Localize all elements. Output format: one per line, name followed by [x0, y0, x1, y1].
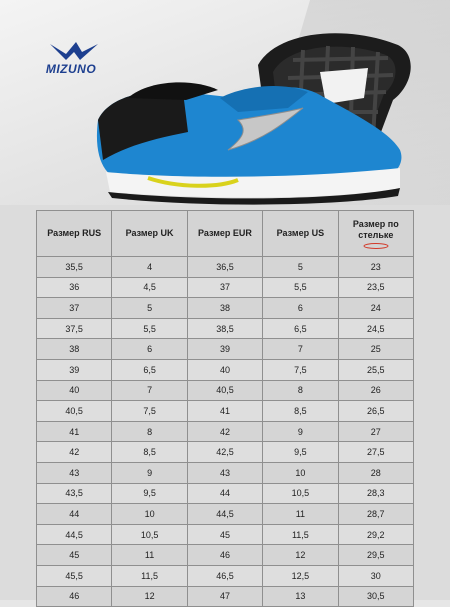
cell-uk: 7,5: [112, 401, 187, 422]
cell-insole: 30: [338, 565, 413, 586]
cell-rus: 43,5: [37, 483, 112, 504]
cell-insole: 28: [338, 462, 413, 483]
header-insole: [338, 211, 413, 257]
cell-rus: 41: [37, 421, 112, 442]
cell-insole: 25: [338, 339, 413, 360]
table-row: [37, 586, 414, 607]
table-row: [37, 545, 414, 566]
cell-us: 9: [263, 421, 338, 442]
cell-eur: 42: [187, 421, 262, 442]
cell-uk: 11,5: [112, 565, 187, 586]
header-us-label: Размер US: [276, 228, 325, 238]
cell-insole: 25,5: [338, 359, 413, 380]
cell-us: 10: [263, 462, 338, 483]
table-row: [37, 401, 414, 422]
cell-rus: 38: [37, 339, 112, 360]
cell-eur: 42,5: [187, 442, 262, 463]
cell-uk: 9,5: [112, 483, 187, 504]
header-insole-label: Размер по стельке: [352, 218, 399, 240]
cell-insole: 27: [338, 421, 413, 442]
cell-uk: 5: [112, 298, 187, 319]
cell-us: 7,5: [263, 359, 338, 380]
table-row: [37, 380, 414, 401]
cell-uk: 9: [112, 462, 187, 483]
brand-name: MIZUNO: [45, 62, 97, 76]
cell-insole: 28,3: [338, 483, 413, 504]
table-row: [37, 504, 414, 525]
cell-rus: 36: [37, 277, 112, 298]
cell-eur: 44,5: [187, 504, 262, 525]
cell-rus: 37: [37, 298, 112, 319]
cell-us: 6,5: [263, 318, 338, 339]
cell-us: 12: [263, 545, 338, 566]
cell-eur: 41: [187, 401, 262, 422]
cell-us: 7: [263, 339, 338, 360]
cell-insole: 29,2: [338, 524, 413, 545]
cell-uk: 10,5: [112, 524, 187, 545]
header-uk: [112, 211, 187, 257]
cell-insole: 29,5: [338, 545, 413, 566]
cell-uk: 6: [112, 339, 187, 360]
cell-rus: 43: [37, 462, 112, 483]
table-row: [37, 298, 414, 319]
cell-rus: 40: [37, 380, 112, 401]
table-row: [37, 277, 414, 298]
cell-eur: 45: [187, 524, 262, 545]
cell-eur: 40: [187, 359, 262, 380]
shoe-image: [88, 20, 418, 205]
table-row: [37, 565, 414, 586]
header-rus: [37, 211, 112, 257]
table-row: [37, 257, 414, 278]
cell-eur: 40,5: [187, 380, 262, 401]
header-rus-label: Размер RUS: [47, 228, 102, 238]
cell-eur: 46: [187, 545, 262, 566]
cell-insole: 23,5: [338, 277, 413, 298]
cell-insole: 28,7: [338, 504, 413, 525]
cell-us: 8: [263, 380, 338, 401]
insole-icon: [363, 243, 389, 249]
cell-rus: 45,5: [37, 565, 112, 586]
cell-us: 13: [263, 586, 338, 607]
cell-uk: 8: [112, 421, 187, 442]
cell-eur: 47: [187, 586, 262, 607]
cell-uk: 11: [112, 545, 187, 566]
cell-uk: 12: [112, 586, 187, 607]
cell-rus: 45: [37, 545, 112, 566]
cell-eur: 38,5: [187, 318, 262, 339]
cell-uk: 4,5: [112, 277, 187, 298]
cell-insole: 26: [338, 380, 413, 401]
cell-eur: 38: [187, 298, 262, 319]
cell-uk: 7: [112, 380, 187, 401]
cell-eur: 43: [187, 462, 262, 483]
table-row: [37, 359, 414, 380]
cell-us: 11: [263, 504, 338, 525]
cell-insole: 23: [338, 257, 413, 278]
cell-us: 5,5: [263, 277, 338, 298]
table-row: [37, 318, 414, 339]
cell-insole: 26,5: [338, 401, 413, 422]
table-body: [37, 257, 414, 607]
cell-rus: 44,5: [37, 524, 112, 545]
cell-eur: 39: [187, 339, 262, 360]
cell-rus: 44: [37, 504, 112, 525]
size-table: [36, 210, 414, 607]
cell-us: 6: [263, 298, 338, 319]
cell-eur: 37: [187, 277, 262, 298]
cell-rus: 46: [37, 586, 112, 607]
cell-us: 10,5: [263, 483, 338, 504]
table-row: [37, 524, 414, 545]
cell-uk: 10: [112, 504, 187, 525]
header-eur-label: Размер EUR: [198, 228, 252, 238]
table-row: [37, 462, 414, 483]
cell-eur: 44: [187, 483, 262, 504]
cell-rus: 42: [37, 442, 112, 463]
size-chart: [36, 210, 414, 602]
header-eur: [187, 211, 262, 257]
cell-us: 12,5: [263, 565, 338, 586]
cell-us: 9,5: [263, 442, 338, 463]
cell-eur: 36,5: [187, 257, 262, 278]
cell-insole: 27,5: [338, 442, 413, 463]
table-row: [37, 442, 414, 463]
table-header-row: [37, 211, 414, 257]
cell-rus: 35,5: [37, 257, 112, 278]
table-row: [37, 483, 414, 504]
header-us: [263, 211, 338, 257]
table-row: [37, 339, 414, 360]
cell-uk: 5,5: [112, 318, 187, 339]
header-uk-label: Размер UK: [125, 228, 174, 238]
cell-uk: 6,5: [112, 359, 187, 380]
table-row: [37, 421, 414, 442]
cell-rus: 40,5: [37, 401, 112, 422]
cell-us: 11,5: [263, 524, 338, 545]
cell-us: 8,5: [263, 401, 338, 422]
cell-rus: 39: [37, 359, 112, 380]
cell-insole: 24: [338, 298, 413, 319]
cell-insole: 24,5: [338, 318, 413, 339]
cell-uk: 8,5: [112, 442, 187, 463]
cell-insole: 30,5: [338, 586, 413, 607]
cell-uk: 4: [112, 257, 187, 278]
cell-us: 5: [263, 257, 338, 278]
cell-rus: 37,5: [37, 318, 112, 339]
cell-eur: 46,5: [187, 565, 262, 586]
